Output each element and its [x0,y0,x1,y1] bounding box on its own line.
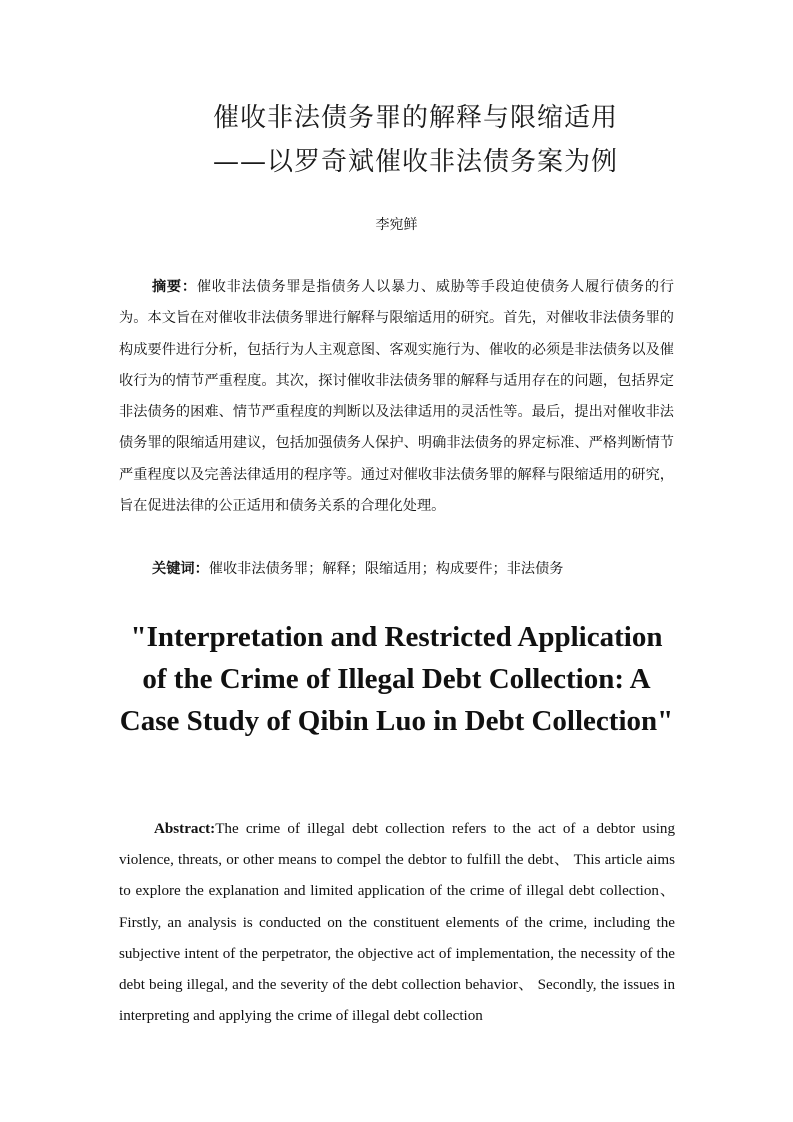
english-abstract-label: Abstract: [154,821,216,837]
author-name: 李宛鲜 [375,217,418,233]
english-abstract-text: The crime of illegal debt collection refers to the act of a debtor using violence, threats, or other means to compel the debtor to fulfill the debt、 This article aims to explore the explanation and limited application of the crime of illegal debt collection、 Firstly, an analysis is conducted on the constituent elements of the crime, including the subjective intent of the perpetrator, the objective act of implementation, the necessity of the debt being illegal, and the severity of the debt collection behavior、 Secondly, the issues in interpreting and applying the crime of illegal debt collection [119,821,675,1025]
chinese-abstract [119,272,674,522]
english-title: "Interpretation and Restricted Application of the Crime of Illegal Debt Collection: A Case Study of Qibin Luo in Debt Collection" [119,621,674,737]
chinese-keywords-text: 催收非法债务罪；解释；限缩适用；构成要件；非法债务 [208,561,564,577]
chinese-abstract-label: 摘要： [152,279,197,295]
chinese-keywords [152,554,674,585]
chinese-title-line-2: ——以罗奇斌催收非法债务案为例 [212,147,618,177]
english-abstract [119,814,675,1032]
chinese-title-line-1: 催收非法债务罪的解释与限缩适用 [212,103,618,133]
chinese-abstract-text: 催收非法债务罪是指债务人以暴力、威胁等手段迫使债务人履行债务的行为。本文旨在对催收非法债务罪进行解释与限缩适用的研究。首先，对催收非法债务罪的构成要件进行分析，包括行为人主观意图、客观实施行为、催收的必须是非法债务以及催收行为的情节严重程度。其次，探讨催收非法债务罪的解释与适用存在的问题，包括界定非法债务的困难、情节严重程度的判断以及法律适用的灵活性等。最后，提出对催收非法债务罪的限缩适用建议，包括加强债务人保护、明确非法债务的界定标准、严格判断情节严重程度以及完善法律适用的程序等。通过对催收非法债务罪的解释与限缩适用的研究，旨在促进法律的公正适用和债务关系的合理化处理。 [119,279,674,515]
chinese-keywords-label: 关键词： [152,561,209,577]
